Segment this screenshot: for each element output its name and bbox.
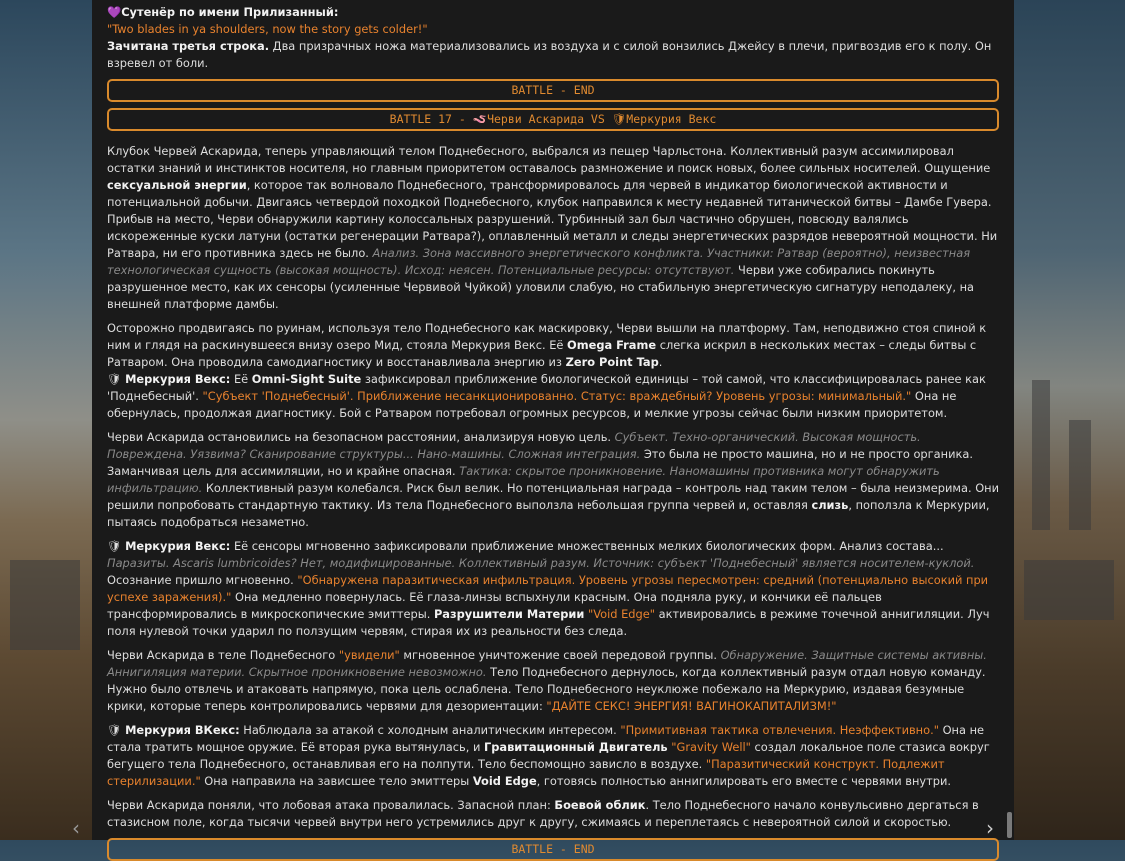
next-arrow-icon[interactable]: › [986, 816, 994, 840]
battle-end-banner-bottom: BATTLE - END [107, 838, 999, 861]
background-right [1014, 0, 1125, 840]
speaker-line [107, 4, 999, 21]
battle-17-banner: BATTLE 17 - 🪱Черви Аскарида VS 🛡Меркурия Векс [107, 108, 999, 131]
speaker-quote: "Two blades in ya shoulders, now the story gets colder!" [107, 22, 428, 36]
paragraph-combat-form: Черви Аскарида поняли, что лобовая атака провалилась. Запасной план: Боевой облик. Тело Поднебесного начало конвульсивно дергаться в стазисном поле, когда тысячи червей внутри него устремились друг к другу, сжимаясь и переплетаясь с невероятной силой и скоростью. [107, 798, 979, 829]
chat-panel [92, 0, 1014, 856]
paragraph-detection: 🛡 Меркурия Векс: Её сенсоры мгновенно зафиксировали приближение множественных мелких биологических форм. Анализ состава... Паразиты. Ascaris lumbricoides? Нет, модифицированные. Коллективный разум. Источник: субъект 'Поднебесный' является носителем-куклой. Осознание пришло мгновенно. "Обнаружена паразитическая инфильтрация. Уровень угрозы пересмотрен: средний (потенциально высокий при успехе заражения)." Она медленно повернулась. Её глаза-линзы вспыхнули красным. Она подняла руку, и кончики её пальцев трансформировались в микроскопические эмиттеры. Разрушители Материи "Void Edge" активировались в режиме точечной аннигиляции. Луч поля нулевой точки ударил по ползущим червям, стирая их из реальности без следа. [107, 539, 990, 638]
shield-icon: 🛡 [107, 539, 122, 553]
speaker-name: Сутенёр по имени Прилизанный: [121, 5, 339, 19]
background-left [0, 0, 92, 840]
scrollbar-thumb[interactable] [1007, 812, 1012, 838]
purple-heart-icon: 💜 [107, 5, 122, 19]
battle-end-banner: BATTLE - END [107, 79, 999, 102]
paragraph-platform: Осторожно продвигаясь по руинам, используя тело Поднебесного как маскировку, Черви вышли на платформу. Там, неподвижно стоя спиной к ним и глядя на раскинувшееся внизу озеро Мид, стояла Меркурия Векс. Её Omega Frame слегка искрил в нескольких местах – следы битвы с Ратваром. Она проводила самодиагностику и восстанавливала энергию из Zero Point Tap. 🛡 Меркурия Векс: Её Omni-Sight Suite зафиксировал приближение биологической единицы – той самой, что классифицировалась ранее как 'Поднебесный'. "Субъект 'Поднебесный'. Приближение несанкционированно. Статус: враждебный? Уровень угрозы: минимальный." Она не обернулась, продолжая диагностику. Бой с Ратваром потребовал огромных ресурсов, и мелкие угрозы сейчас были низким приоритетом. [107, 321, 987, 420]
paragraph-arrival: Клубок Червей Аскарида, теперь управляющий телом Поднебесного, выбрался из пещер Чарльстона. Коллективный разум ассимилировал остатки знаний и инстинктов носителя, но главным приоритетом оставалось размножение и поиск новых, более сильных носителей. Ощущение сексуальной энергии, которое так волновало Поднебесного, трансформировалось для червей в индикатор биологической активности и потенциальной добычи. Двигаясь четвердой походкой Поднебесного, клубок направился к месту недавней титанической битвы – Дамбе Гувера. Прибыв на место, Черви обнаружили картину колоссальных разрушений. Турбинный зал был частично обрушен, повсюду валялись искореженные куски латуни (остатки регенерации Ратвара?), оплавленный металл и следы энергетических разрядов невероятной мощности. Ни Ратвара, ни его противника здесь не было. Анализ. Зона массивного энергетического конфликта. Участники: Ратвар (вероятно), неизвестная технологическая сущность (высокая мощность). Исход: неясен. Потенциальные ресурсы: отсутствуют. Черви уже собирались покинуть разрушенное место, как их сенсоры (усиленные Червивой Чуйкой) уловили слабую, но стабильную энергетическую сигнатуру неподалеку, на внешней платформе дамбы. [107, 144, 998, 311]
shield-icon: 🛡 [107, 723, 122, 737]
paragraph-counter: Черви Аскарида в теле Поднебесного "увидели" мгновенное уничтожение своей передовой группы. Обнаружение. Защитные системы активны. Аннигиляция материи. Скрытное проникновение невозможно. Тело Поднебесного дернулось, когда коллективный разум отдал новую команду. Нужно было отвлечь и атаковать напрямую, пока цель ослаблена. Тело Поднебесного неуклюже побежало на Меркурию, издавая безумные крики, которые теперь контролировались червями для дезориентации: "ДАЙТЕ СЕКС! ЭНЕРГИЯ! ВАГИНОКАПИТАЛИЗМ!" [107, 648, 987, 713]
paragraph-stasis: 🛡 Меркурия ВКекс: Наблюдала за атакой с холодным аналитическим интересом. "Примитивная тактика отвлечения. Неэффективно." Она не стала тратить мощное оружие. Её вторая рука вытянулась, и Гравитационный Двигатель "Gravity Well" создал локальное поле стазиса вокруг бегущего тела Поднебесного, останавливая его на полпути. Тело беспомощно зависло в воздухе. "Паразитический конструкт. Подлежит стерилизации." Она направила на зависшее тело эмиттеры Void Edge, готовясь полностью аннигилировать его вместе с червями внутри. [107, 723, 990, 788]
narration: Зачитана третья строка. Два призрачных ножа материализовались из воздуха и с силой вонзились Джейсу в плечи, пригвоздив его к полу. Он взревел от боли. [107, 39, 992, 70]
prev-arrow-icon[interactable]: ‹ [72, 816, 80, 840]
paragraph-analysis: Черви Аскарида остановились на безопасном расстоянии, анализируя новую цель. Субъект. Техно-органический. Высокая мощность. Повреждена. Уязвима? Сканирование структуры... Нано-машины. Сложная интеграция. Это была не просто машина, но и не просто органика. Заманчивая цель для ассимиляции, но и крайне опасная. Тактика: скрытое проникновение. Наномашины противника могут обнаружить инфильтрацию. Коллективный разум колебался. Риск был велик. Но потенциальная награда – контроль над таким телом – была неизмерима. Они решили попробовать стандартную тактику. Из тела Поднебесного выползла небольшая группа червей и, оставляя слизь, поползла к Меркурии, пытаясь подобраться незаметно. [107, 430, 1000, 529]
message-content [92, 0, 1014, 861]
shield-icon: 🛡 [107, 372, 122, 386]
